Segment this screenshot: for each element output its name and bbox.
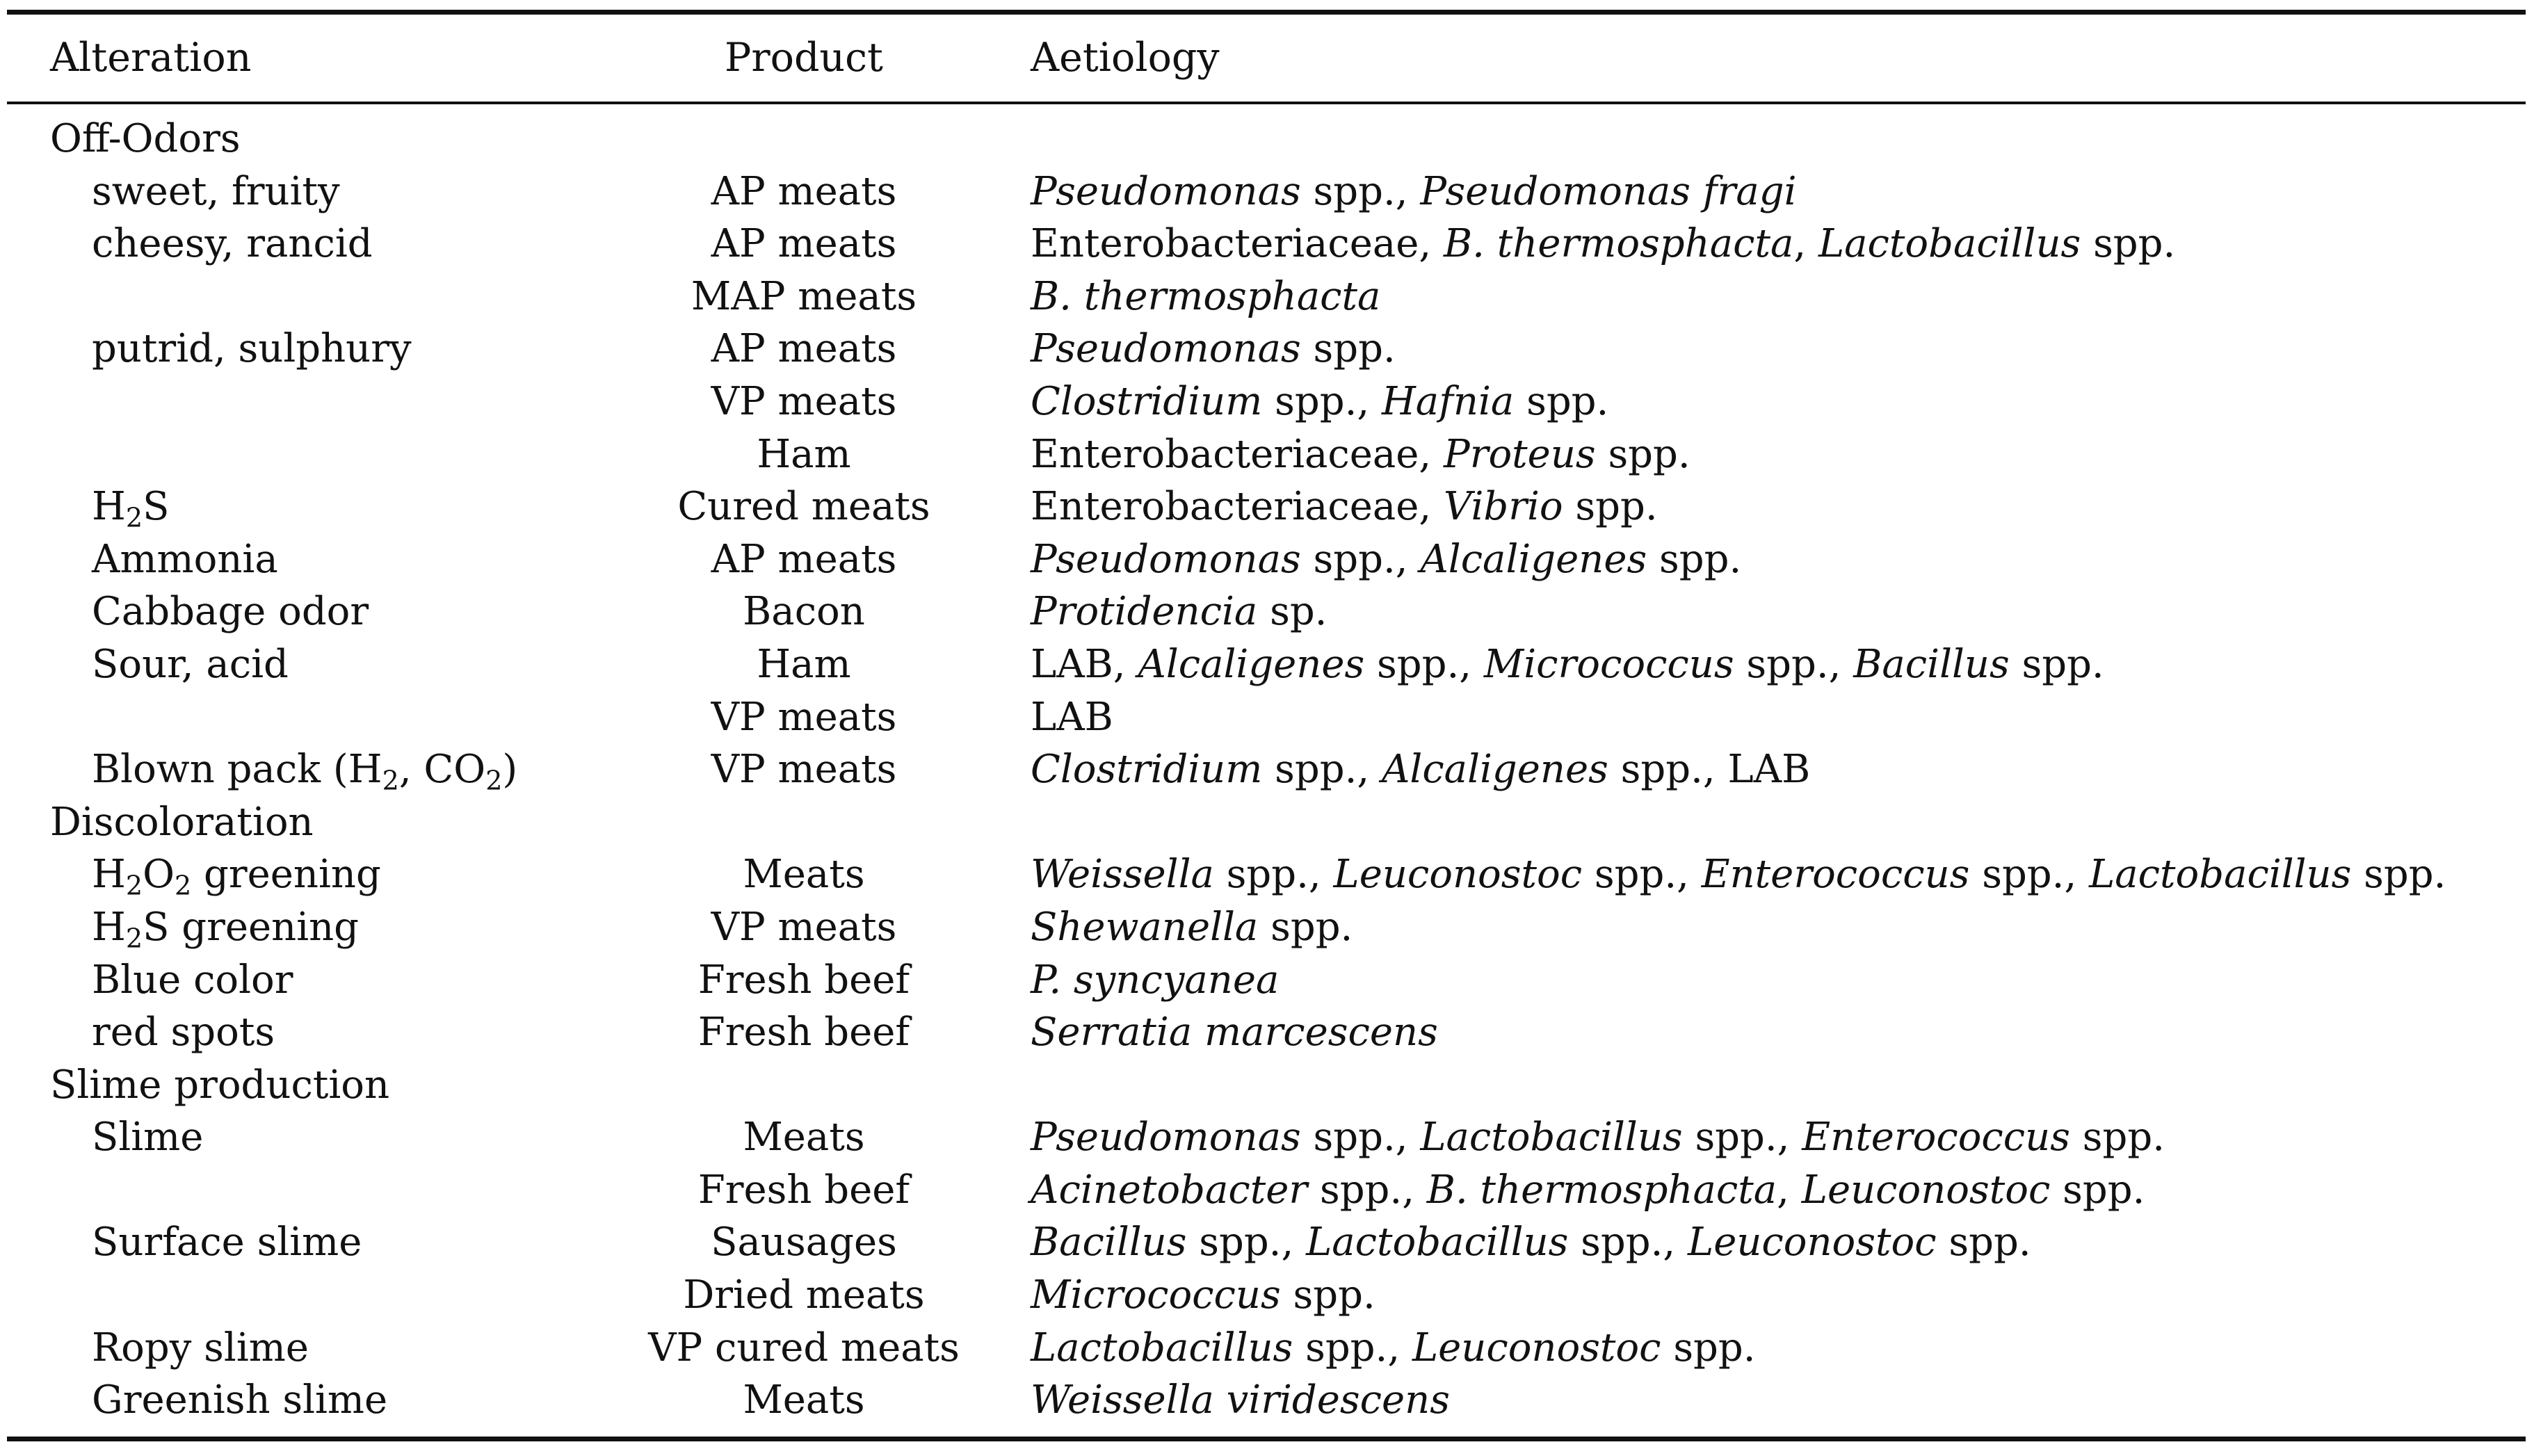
table-header: Alteration Product Aetiology bbox=[7, 15, 2526, 102]
text-segment: H bbox=[92, 852, 126, 898]
product-label: Dried meats bbox=[683, 1272, 925, 1318]
text-segment: spp. bbox=[1300, 326, 1396, 372]
text-segment: Protidencia bbox=[1031, 589, 1258, 635]
group-header-row bbox=[7, 796, 2526, 849]
text-segment: O bbox=[143, 852, 175, 898]
text-segment: spp. bbox=[2081, 221, 2176, 267]
aetiology-cell bbox=[1031, 480, 1658, 533]
table-row bbox=[7, 1374, 2526, 1427]
table-row bbox=[7, 743, 2526, 796]
product-label: Fresh beef bbox=[697, 1167, 910, 1213]
bottom-rule bbox=[7, 1437, 2526, 1441]
text-segment: Lactobacillus bbox=[1420, 1115, 1683, 1160]
text-segment: spp., bbox=[1213, 852, 1334, 898]
product-label: Meats bbox=[743, 1377, 865, 1423]
aetiology-cell bbox=[1031, 901, 1353, 954]
aetiology-cell bbox=[1031, 848, 2446, 901]
text-segment: 2 bbox=[175, 870, 192, 901]
aetiology-cell bbox=[1031, 270, 1380, 323]
table-body bbox=[7, 113, 2526, 1427]
text-segment: spp., bbox=[1364, 641, 1484, 687]
table-row bbox=[7, 375, 2526, 428]
text-segment: spp., bbox=[1262, 378, 1382, 424]
table-row bbox=[7, 1322, 2526, 1375]
table-row bbox=[7, 533, 2526, 586]
text-segment: Alcaligenes bbox=[1420, 536, 1647, 582]
product-label: Ham bbox=[757, 641, 851, 687]
product-label: VP meats bbox=[711, 904, 897, 950]
header-aetiology: Aetiology bbox=[1031, 35, 1220, 81]
alteration-cell bbox=[92, 480, 169, 533]
aetiology-cell bbox=[1031, 218, 2175, 270]
alteration-cell: Ammonia bbox=[92, 536, 278, 582]
table-row bbox=[7, 901, 2526, 954]
text-segment: B. thermosphacta bbox=[1426, 1167, 1777, 1213]
table-row bbox=[7, 638, 2526, 691]
text-segment: 2 bbox=[125, 870, 143, 901]
group-label: Slime production bbox=[50, 1062, 390, 1108]
text-segment: Pseudomonas bbox=[1031, 536, 1301, 582]
text-segment: sp. bbox=[1257, 589, 1327, 635]
product-label: VP cured meats bbox=[648, 1325, 960, 1370]
text-segment: B. thermosphacta bbox=[1031, 273, 1381, 319]
product-label: Fresh beef bbox=[697, 957, 910, 1003]
text-segment: Shewanella bbox=[1031, 904, 1259, 950]
spoilage-table bbox=[7, 10, 2526, 1441]
text-segment: spp. bbox=[1563, 484, 1658, 530]
text-segment: Enterobacteriaceae, bbox=[1031, 431, 1444, 477]
group-label: Off-Odors bbox=[50, 116, 241, 161]
text-segment: spp., bbox=[1186, 1220, 1307, 1265]
aetiology-cell bbox=[1031, 1164, 2145, 1217]
text-segment: H bbox=[92, 484, 126, 530]
text-segment: Weissella bbox=[1031, 852, 1214, 898]
alteration-cell: Cabbage odor bbox=[92, 589, 369, 635]
text-segment: S greening bbox=[143, 904, 360, 950]
text-segment: Enterococcus bbox=[1802, 1115, 2070, 1160]
alteration-cell bbox=[92, 743, 517, 796]
text-segment: greening bbox=[191, 852, 381, 898]
aetiology-cell bbox=[1031, 1269, 1375, 1322]
text-segment: Lactobacillus bbox=[1031, 1325, 1293, 1370]
aetiology-cell bbox=[1031, 533, 1741, 586]
product-label: AP meats bbox=[711, 326, 897, 372]
group-header-row bbox=[7, 1059, 2526, 1112]
group-label: Discoloration bbox=[50, 799, 314, 845]
text-segment: Blown pack (H bbox=[92, 747, 382, 793]
text-segment: Bacillus bbox=[1031, 1220, 1187, 1265]
top-rule bbox=[7, 10, 2526, 15]
text-segment: 2 bbox=[125, 502, 143, 533]
product-label: VP meats bbox=[711, 378, 897, 424]
aetiology-cell bbox=[1031, 638, 2104, 691]
aetiology-cell bbox=[1031, 1374, 1450, 1427]
product-label: MAP meats bbox=[691, 273, 917, 319]
text-segment: Lactobacillus bbox=[1818, 221, 2081, 267]
product-label: Ham bbox=[757, 431, 851, 477]
text-segment: Weissella viridescens bbox=[1031, 1377, 1450, 1423]
product-label: Sausages bbox=[711, 1220, 897, 1265]
table-row bbox=[7, 1164, 2526, 1217]
text-segment: 2 bbox=[485, 765, 503, 796]
table-row bbox=[7, 323, 2526, 375]
text-segment: P. syncyanea bbox=[1031, 957, 1280, 1003]
aetiology-cell bbox=[1031, 1322, 1756, 1375]
text-segment: spp., bbox=[1682, 1115, 1802, 1160]
text-segment: spp., bbox=[1262, 747, 1382, 793]
text-segment: spp., bbox=[1307, 1167, 1427, 1213]
aetiology-cell bbox=[1031, 428, 1690, 481]
alteration-cell: Blue color bbox=[92, 957, 293, 1003]
text-segment: Acinetobacter bbox=[1031, 1167, 1308, 1213]
table-row bbox=[7, 218, 2526, 270]
text-segment: LAB, bbox=[1031, 641, 1138, 687]
text-segment: spp., bbox=[1300, 536, 1421, 582]
text-segment: Proteus bbox=[1444, 431, 1596, 477]
alteration-cell: cheesy, rancid bbox=[92, 221, 373, 267]
alteration-cell bbox=[92, 848, 381, 901]
aetiology-cell bbox=[1031, 585, 1327, 638]
text-segment: Enterobacteriaceae, bbox=[1031, 484, 1444, 530]
text-segment: spp. bbox=[1280, 1272, 1375, 1318]
text-segment: spp. bbox=[2050, 1167, 2145, 1213]
text-segment: Micrococcus bbox=[1483, 641, 1734, 687]
text-segment: Pseudomonas fragi bbox=[1420, 168, 1797, 214]
text-segment: Lactobacillus bbox=[2089, 852, 2352, 898]
product-label: Meats bbox=[743, 852, 865, 898]
text-segment: Leuconostoc bbox=[1333, 852, 1583, 898]
alteration-cell: Greenish slime bbox=[92, 1377, 388, 1423]
alteration-cell: sweet, fruity bbox=[92, 168, 340, 214]
text-segment: spp. bbox=[2069, 1115, 2165, 1160]
text-segment: Hafnia bbox=[1381, 378, 1515, 424]
product-label: VP meats bbox=[711, 747, 897, 793]
text-segment: Serratia marcescens bbox=[1031, 1010, 1438, 1055]
alteration-cell: putrid, sulphury bbox=[92, 326, 412, 372]
text-segment: spp. bbox=[2351, 852, 2446, 898]
product-label: AP meats bbox=[711, 168, 897, 214]
aetiology-cell bbox=[1031, 691, 1113, 744]
text-segment: B. thermosphacta bbox=[1444, 221, 1794, 267]
text-segment: H bbox=[92, 904, 126, 950]
text-segment: spp., LAB bbox=[1608, 747, 1811, 793]
text-segment: Enterococcus bbox=[1701, 852, 1970, 898]
text-segment: spp., bbox=[1734, 641, 1854, 687]
text-segment: spp. bbox=[2009, 641, 2104, 687]
alteration-cell bbox=[92, 901, 359, 954]
table-row bbox=[7, 480, 2526, 533]
text-segment: Alcaligenes bbox=[1138, 641, 1365, 687]
text-segment: spp. bbox=[1258, 904, 1353, 950]
text-segment: Clostridium bbox=[1031, 378, 1263, 424]
text-segment: Clostridium bbox=[1031, 747, 1263, 793]
text-segment: , CO bbox=[398, 747, 486, 793]
product-label: Meats bbox=[743, 1115, 865, 1160]
product-label: AP meats bbox=[711, 536, 897, 582]
text-segment: Bacillus bbox=[1853, 641, 2010, 687]
header-alteration: Alteration bbox=[50, 35, 252, 81]
text-segment: spp. bbox=[1936, 1220, 2031, 1265]
text-segment: Lactobacillus bbox=[1306, 1220, 1569, 1265]
text-segment: ) bbox=[502, 747, 518, 793]
product-label: Bacon bbox=[743, 589, 865, 635]
table-row bbox=[7, 848, 2526, 901]
text-segment: spp., bbox=[1568, 1220, 1688, 1265]
aetiology-cell bbox=[1031, 1006, 1438, 1059]
text-segment: spp., bbox=[1293, 1325, 1412, 1370]
table-row bbox=[7, 585, 2526, 638]
text-segment: spp., bbox=[1582, 852, 1702, 898]
text-segment: Pseudomonas bbox=[1031, 1115, 1301, 1160]
table-row bbox=[7, 270, 2526, 323]
product-label: AP meats bbox=[711, 221, 897, 267]
text-segment: Leuconostoc bbox=[1801, 1167, 2051, 1213]
text-segment: LAB bbox=[1031, 694, 1113, 740]
text-segment: Pseudomonas bbox=[1031, 326, 1301, 372]
text-segment: spp., bbox=[1300, 168, 1421, 214]
aetiology-cell bbox=[1031, 375, 1608, 428]
alteration-cell: Sour, acid bbox=[92, 641, 289, 687]
text-segment: Enterobacteriaceae, bbox=[1031, 221, 1444, 267]
alteration-cell: Slime bbox=[92, 1115, 204, 1160]
text-segment: spp., bbox=[1969, 852, 2090, 898]
aetiology-cell bbox=[1031, 323, 1396, 375]
product-label: VP meats bbox=[711, 694, 897, 740]
text-segment: Micrococcus bbox=[1031, 1272, 1281, 1318]
text-segment: , bbox=[1793, 221, 1818, 267]
text-segment: spp. bbox=[1647, 536, 1742, 582]
alteration-cell: red spots bbox=[92, 1010, 275, 1055]
table-row bbox=[7, 954, 2526, 1007]
table-row bbox=[7, 1216, 2526, 1269]
text-segment: spp. bbox=[1595, 431, 1690, 477]
aetiology-cell bbox=[1031, 1216, 2031, 1269]
group-header-row bbox=[7, 113, 2526, 165]
text-segment: spp. bbox=[1514, 378, 1609, 424]
text-segment: spp. bbox=[1661, 1325, 1756, 1370]
text-segment: 2 bbox=[382, 765, 399, 796]
text-segment: Alcaligenes bbox=[1381, 747, 1608, 793]
alteration-cell: Ropy slime bbox=[92, 1325, 309, 1370]
text-segment: Vibrio bbox=[1444, 484, 1563, 530]
table-row bbox=[7, 691, 2526, 744]
text-segment: Leuconostoc bbox=[1688, 1220, 1937, 1265]
aetiology-cell bbox=[1031, 165, 1796, 218]
table-row bbox=[7, 165, 2526, 218]
text-segment: Leuconostoc bbox=[1412, 1325, 1661, 1370]
text-segment: 2 bbox=[125, 923, 143, 954]
table-row bbox=[7, 1269, 2526, 1322]
table-row bbox=[7, 428, 2526, 481]
aetiology-cell bbox=[1031, 743, 1810, 796]
product-label: Cured meats bbox=[677, 484, 930, 530]
aetiology-cell bbox=[1031, 1111, 2165, 1164]
alteration-cell: Surface slime bbox=[92, 1220, 362, 1265]
aetiology-cell bbox=[1031, 954, 1279, 1007]
text-segment: , bbox=[1777, 1167, 1802, 1213]
product-label: Fresh beef bbox=[697, 1010, 910, 1055]
text-segment: spp., bbox=[1300, 1115, 1421, 1160]
table-row bbox=[7, 1111, 2526, 1164]
text-segment: Pseudomonas bbox=[1031, 168, 1301, 214]
text-segment: S bbox=[143, 484, 170, 530]
table-row bbox=[7, 1006, 2526, 1059]
